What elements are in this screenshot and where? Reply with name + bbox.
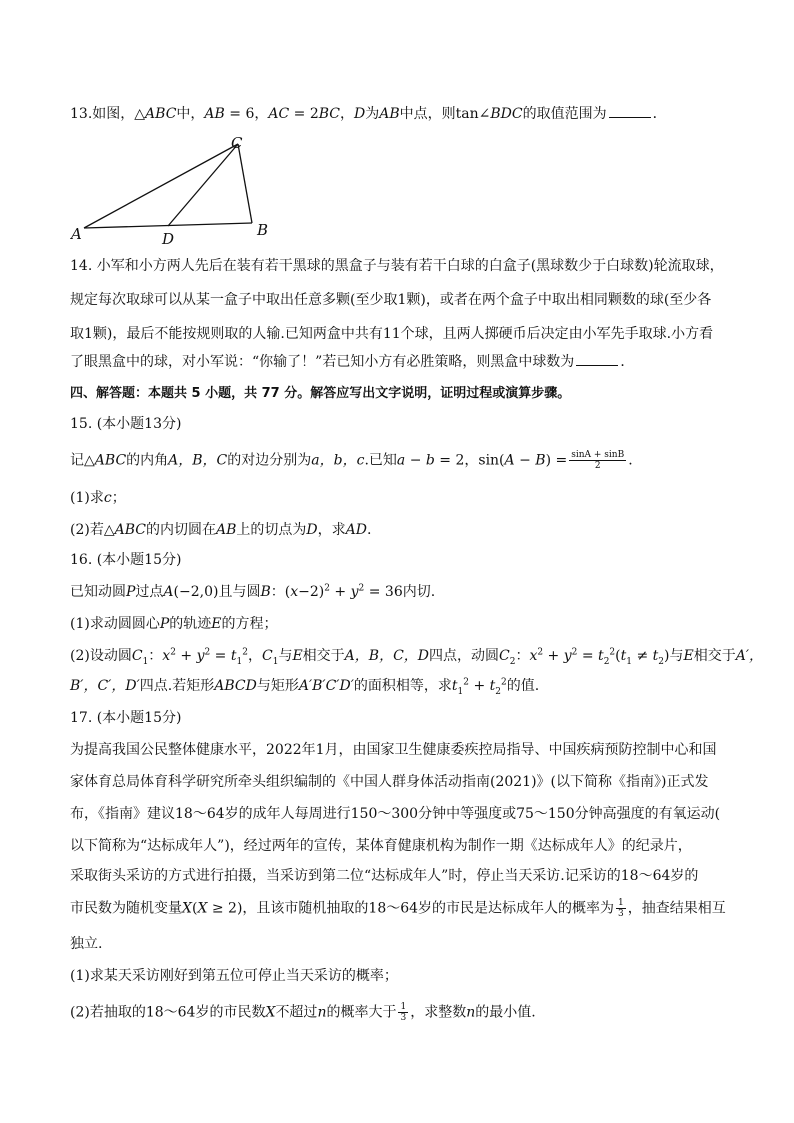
q16-math: = [577, 648, 599, 664]
q17-line1: 为提高我国公民整体健康水平，2022年1月，由国家卫生健康委疾控局指导、中国疾病预防控制中心和国 [70, 742, 717, 758]
q16-text: 过点 [135, 584, 164, 600]
q17-math: n [466, 1004, 476, 1021]
q16-math: C [261, 648, 273, 664]
q13-math: BC [318, 106, 341, 122]
q16-math: B′，C′，D′ [70, 678, 140, 694]
q16-math: t [451, 678, 458, 694]
q13-math: AB [379, 106, 400, 122]
subscript: 1 [626, 656, 632, 667]
subscript: 2 [509, 656, 516, 667]
q16-text: 的值. [506, 678, 540, 694]
segment-CB [238, 144, 252, 223]
q15-text: ，求 [317, 522, 346, 538]
q16-text: )与 [664, 648, 684, 664]
q16-math: t [620, 648, 627, 664]
fraction-numerator: 1 [400, 1002, 407, 1012]
fraction [398, 1002, 408, 1023]
q16-math: + [329, 584, 351, 600]
q16-math: x [529, 648, 538, 664]
q16-math: P [126, 584, 136, 600]
q17-text: ，求整数 [410, 1004, 467, 1021]
q17-header: 17. (本小题15分) [70, 710, 182, 726]
q16-text: ( [615, 648, 621, 664]
q13-text: 为 [365, 106, 380, 122]
q16-text: 的轨迹 [169, 616, 212, 632]
q16-math: E [292, 648, 303, 664]
superscript: 2 [609, 647, 616, 658]
q16-text: 四点，动圆 [429, 648, 500, 664]
q16-math: t [598, 648, 604, 664]
fraction-numerator: sinA + sinB [571, 450, 625, 460]
q16-text: ， [247, 648, 262, 664]
q15-math: D [306, 522, 318, 538]
q15-text: 的内角 [126, 452, 169, 469]
q17-math: X [182, 900, 192, 917]
q14-line4 [70, 352, 634, 372]
fraction-denominator: 2 [594, 461, 601, 471]
q13-math: AB [204, 106, 225, 122]
q13-text: ． [652, 106, 667, 122]
q16-math: + [543, 648, 564, 664]
superscript: 2 [324, 583, 330, 594]
q16-math: t [489, 678, 496, 694]
q16-text: 与矩形 [256, 678, 299, 694]
q17-text: ，抽查结果相互 [627, 900, 726, 917]
q16-part2-line2 [70, 676, 539, 696]
q17-part1: (1)求某天采访刚好到第五位可停止当天采访的概率； [70, 968, 398, 984]
q15-math: ABC [94, 452, 127, 469]
q17-line3: 布，《指南》建议18～64岁的成年人每周进行150～300分钟中等强度或75～150分钟高强度的有氧运动( [70, 806, 721, 822]
q16-text: (1)求动圆圆心 [70, 616, 160, 632]
q16-math: E [211, 616, 222, 632]
segment-AC [84, 144, 238, 228]
fraction-denominator: 3 [618, 909, 624, 919]
q16-math: x [290, 584, 299, 600]
q16-math: t [230, 648, 237, 664]
q16-math: = [210, 648, 231, 664]
q15-part1 [70, 488, 126, 508]
q16-math: A [163, 584, 174, 600]
q16-text: ：( [270, 584, 291, 600]
q16-math: A，B，C，D [344, 648, 430, 664]
q16-text: (−2,0)且与圆 [173, 584, 261, 600]
q16-math: C [131, 648, 143, 664]
q15-math: c [103, 490, 112, 506]
q13-text: 的取值范围为 [522, 106, 607, 122]
subscript: 1 [236, 656, 243, 667]
answer-blank [609, 105, 651, 118]
superscript: 2 [463, 677, 469, 688]
q13-text: 中， [176, 106, 205, 122]
q16-text: 与 [278, 648, 293, 664]
subscript: 2 [495, 686, 502, 697]
q16-text: 已知动圆 [70, 584, 126, 600]
q15-math: ) = [545, 452, 568, 469]
q13-stem [70, 104, 667, 124]
q16-math: C [499, 648, 510, 664]
q16-math: + [469, 678, 490, 694]
q17-line7: 独立. [70, 936, 103, 952]
q15-math: a，b，c [311, 452, 365, 469]
subscript: 2 [603, 656, 610, 667]
triangle-symbol: △ [134, 106, 146, 122]
q17-text: 市民数为随机变量 [70, 900, 182, 917]
q14-text: 了眼黑盒中的球，对小军说：“你输了！”若已知小方有必胜策略，则黑盒中球数为 [70, 354, 575, 370]
fraction [616, 898, 626, 919]
q16-math: P [159, 616, 170, 632]
q15-math: ABC [114, 522, 146, 538]
fraction-denominator: 3 [400, 1013, 407, 1023]
subscript: 1 [272, 656, 279, 667]
q15-math: A，B，C [168, 452, 228, 469]
q17-line2: 家体育总局体育科学研究所牵头组织编制的《中国人群身体活动指南(2021)》(以下简称《指南》)正式发 [70, 774, 709, 790]
q16-math: ABCD [214, 678, 257, 694]
q15-text: .已知 [364, 452, 397, 469]
q14-line1: 14. 小军和小方两人先后在装有若干黑球的黑盒子与装有若干白球的白盒子(黑球数少于白球数)轮流取球， [70, 258, 724, 274]
q15-part2 [70, 520, 371, 540]
fraction [569, 450, 626, 471]
q15-text: 记△ [70, 452, 95, 469]
answer-blank [576, 353, 618, 366]
q15-math: a − b [396, 452, 435, 469]
subscript: 1 [142, 656, 149, 667]
q16-text: (2)设动圆 [70, 648, 132, 664]
q17-math: n [317, 1004, 327, 1021]
subscript: 2 [658, 656, 665, 667]
q15-math: = 2，sin( [434, 452, 505, 469]
q16-math: x [162, 648, 171, 664]
q16-part1 [70, 614, 278, 634]
q13-math: AC [268, 106, 290, 122]
superscript: 2 [204, 647, 211, 658]
q16-math: t [652, 648, 659, 664]
superscript: 2 [170, 647, 176, 658]
superscript: 2 [501, 677, 507, 688]
q15-text: (1)求 [70, 490, 104, 506]
q17-text: 的最小值. [475, 1004, 536, 1021]
q13-math: D [354, 106, 366, 122]
q13-math: ABC [145, 106, 177, 122]
label-D: D [162, 230, 175, 248]
q16-text: = 36内切. [364, 584, 436, 600]
q13-math: BDC [490, 106, 523, 122]
q15-header: 15. (本小题13分) [70, 416, 182, 432]
q14-text: ． [620, 354, 635, 370]
q17-text: 的概率大于 [326, 1004, 397, 1021]
segment-CD [168, 144, 238, 226]
q16-math: y [196, 648, 205, 664]
q15-math: AB [215, 522, 237, 538]
superscript: 2 [358, 583, 365, 594]
q13-number: 13. [70, 106, 93, 122]
q13-text: ， [340, 106, 355, 122]
q17-text: (2)若抽取的18～64岁的市民数 [70, 1004, 266, 1021]
q17-text: 不超过 [275, 1004, 318, 1021]
q14-line2: 规定每次取球可以从某一盒子中取出任意多颗(至少取1颗)，或者在两个盒子中取出相同颗数的球(至少各 [70, 292, 712, 308]
q15-text: . [628, 452, 633, 469]
q16-part2-line1 [70, 646, 763, 666]
q17-part2 [70, 1002, 536, 1023]
q16-text: 的面积相等，求 [353, 678, 452, 694]
q17-math: X [265, 1004, 276, 1021]
q17-line6 [70, 898, 726, 919]
q16-math: E [683, 648, 694, 664]
q17-math: X [197, 900, 208, 917]
q16-math: + [175, 648, 197, 664]
q14-line3: 取1颗)，最后不能按规则取的人输.已知两盒中共有11个球，且两人掷硬币后决定由小军先手取球.小方看 [70, 326, 714, 342]
q15-text: . [366, 522, 372, 538]
q16-text: 相交于 [302, 648, 345, 664]
label-A: A [71, 225, 82, 243]
q15-math: A − B [504, 452, 546, 469]
q16-math: B [260, 584, 271, 600]
q15-text: (2)若△ [70, 522, 115, 538]
q16-math: ≠ [632, 648, 653, 664]
q16-header: 16. (本小题15分) [70, 552, 182, 568]
q13-text: 中点，则tan∠ [399, 106, 491, 122]
q17-line5: 采取街头采访的方式进行拍摄，当采访到第二位“达标成年人”时，停止当天采访.记采访的18～64岁的 [70, 868, 699, 884]
label-B: B [257, 221, 269, 239]
fraction-numerator: 1 [618, 898, 624, 908]
q16-text: 四点.若矩形 [139, 678, 215, 694]
q15-text: 上的切点为 [236, 522, 307, 538]
triangle-figure [70, 130, 290, 250]
q15-stem [70, 450, 633, 471]
q17-text: ≥ 2)，且该市随机抽取的18～64岁的市民是达标成年人的概率为 [207, 900, 615, 917]
q15-text: 的内切圆在 [145, 522, 216, 538]
q17-line4: 以下简称为“达标成年人”)，经过两年的宣传，某体育健康机构为制作一期《达标成年人》的纪录片， [70, 838, 692, 854]
q15-math: AD [345, 522, 367, 538]
q16-math: y [563, 648, 572, 664]
section-heading: 四、解答题：本题共 5 小题，共 77 分。解答应写出文字说明，证明过程或演算步骤。 [70, 386, 571, 401]
q16-math: A′B′C′D′ [298, 678, 354, 694]
q13-text: 如图， [92, 106, 135, 122]
q15-text: ； [111, 490, 126, 506]
q13-math: = 2 [289, 106, 319, 122]
q17-math: ( [191, 900, 198, 917]
q16-text: 的方程； [221, 616, 278, 632]
q16-text: 相交于 [693, 648, 736, 664]
q13-math: = 6， [224, 106, 269, 122]
q16-math: A′， [735, 648, 764, 664]
q16-text: ： [148, 648, 163, 664]
q16-stem [70, 582, 435, 602]
q16-math: −2) [298, 584, 325, 600]
superscript: 2 [242, 647, 248, 658]
subscript: 1 [457, 686, 464, 697]
q16-math: y [350, 584, 359, 600]
label-C: C [231, 134, 243, 152]
q16-text: ： [515, 648, 530, 664]
superscript: 2 [537, 647, 544, 658]
superscript: 2 [571, 647, 578, 658]
q15-text: 的对边分别为 [227, 452, 312, 469]
